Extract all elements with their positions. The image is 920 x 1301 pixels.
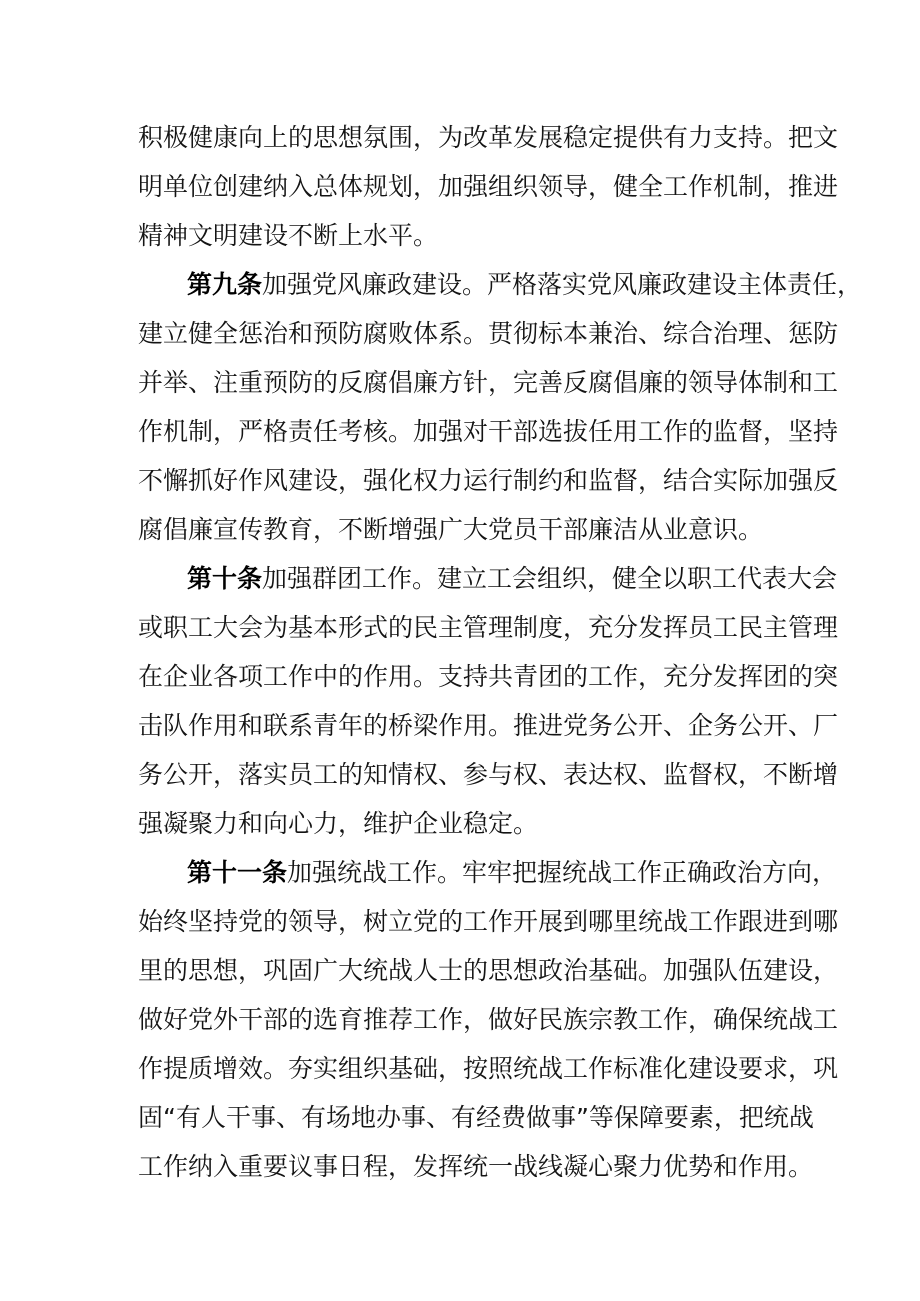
paragraph-line: 精神文明建设不断上水平。 [138, 221, 439, 250]
paragraph-line: 强凝聚力和向心力，维护企业稳定。 [138, 809, 539, 838]
paragraph-line: 固“有人干事、有场地办事、有经费做事”等保障要素，把统战 [138, 1103, 814, 1132]
paragraph-line: 建立健全惩治和预防腐败体系。贯彻标本兼治、综合治理、惩防 [138, 319, 839, 348]
article-first-line-text: 加强党风廉政建设。严格落实党风廉政建设主体责任， [262, 270, 863, 299]
paragraph-line: 腐倡廉宣传教育，不断增强广大党员干部廉洁从业意识。 [138, 515, 764, 544]
article-first-line [187, 265, 862, 305]
paragraph-line: 或职工大会为基本形式的民主管理制度，充分发挥员工民主管理 [138, 613, 839, 642]
paragraph-line: 并举、注重预防的反腐倡廉方针，完善反腐倡廉的领导体制和工 [138, 368, 839, 397]
paragraph-line: 务公开，落实员工的知情权、参与权、表达权、监督权，不断增 [138, 760, 839, 789]
article-first-line-text: 加强统战工作。牢牢把握统战工作正确政治方向， [287, 858, 838, 887]
article-heading: 第十条 [187, 564, 263, 593]
paragraph-line: 做好党外干部的选育推荐工作，做好民族宗教工作，确保统战工 [138, 1005, 839, 1034]
paragraph-line: 积极健康向上的思想氛围，为改革发展稳定提供有力支持。把文 [138, 123, 839, 152]
paragraph-line: 明单位创建纳入总体规划，加强组织领导，健全工作机制，推进 [138, 172, 839, 201]
paragraph-line: 不懈抓好作风建设，强化权力运行制约和监督，结合实际加强反 [138, 466, 839, 495]
article-first-line-text: 加强群团工作。建立工会组织，健全以职工代表大会 [262, 564, 838, 593]
article-first-line [187, 853, 837, 893]
paragraph-line: 工作纳入重要议事日程，发挥统一战线凝心聚力优势和作用。 [138, 1152, 814, 1181]
paragraph-line: 作提质增效。夯实组织基础，按照统战工作标准化建设要求，巩 [138, 1054, 839, 1083]
paragraph-line: 在企业各项工作中的作用。支持共青团的工作，充分发挥团的突 [138, 662, 839, 691]
paragraph-line: 始终坚持党的领导，树立党的工作开展到哪里统战工作跟进到哪 [138, 907, 839, 936]
paragraph-line: 击队作用和联系青年的桥梁作用。推进党务公开、企务公开、厂 [138, 711, 839, 740]
paragraph-line: 作机制，严格责任考核。加强对干部选拔任用工作的监督，坚持 [138, 417, 839, 446]
article-first-line [187, 559, 837, 599]
article-heading: 第九条 [187, 270, 263, 299]
article-heading: 第十一条 [187, 858, 288, 887]
paragraph-line: 里的思想，巩固广大统战人士的思想政治基础。加强队伍建设， [138, 956, 839, 985]
